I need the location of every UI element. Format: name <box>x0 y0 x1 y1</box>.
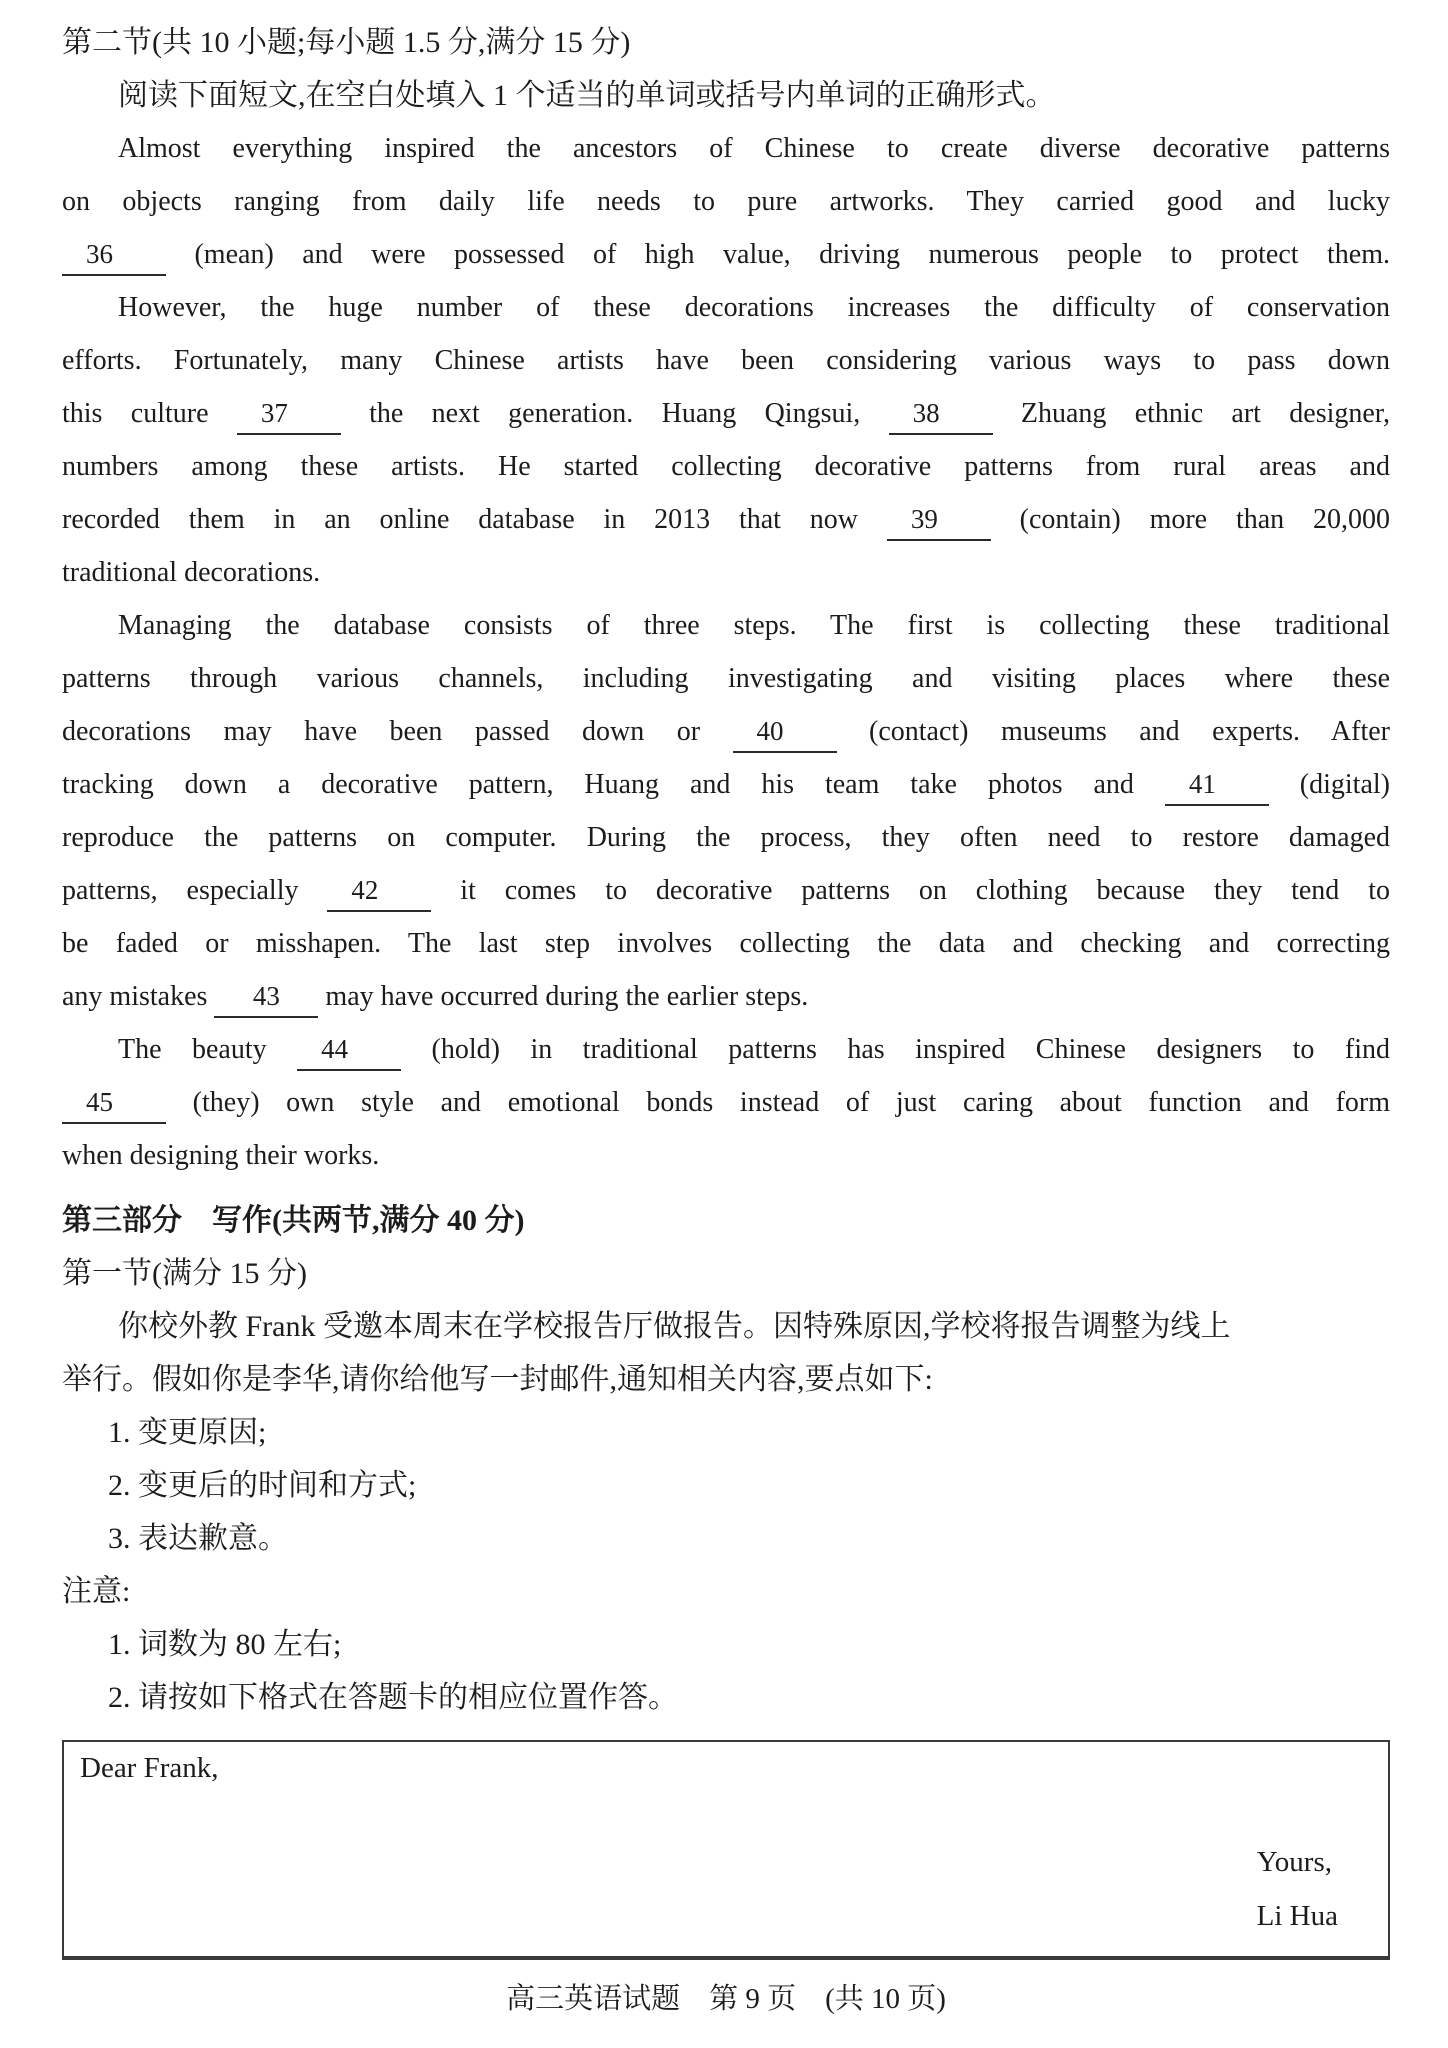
cloze-passage <box>62 122 1390 1182</box>
passage-line: efforts. Fortunately, many Chinese artists have been considering various ways to pass down <box>62 345 1390 376</box>
passage-line: 36 (mean) and were possessed of high value, driving numerous people to protect them. <box>62 228 1390 281</box>
passage-line: be faded or misshapen. The last step involves collecting the data and checking and correcting <box>62 928 1390 959</box>
fill-blank-36: 36 <box>62 234 166 276</box>
passage-line: decorations may have been passed down or 40 (contact) museums and experts. After <box>62 705 1390 758</box>
note-item: 1. 词数为 80 左右; <box>108 1628 342 1661</box>
passage-line: traditional decorations. <box>62 557 321 588</box>
writing-points <box>62 1406 1390 1565</box>
section3-subheading: 第一节(满分 15 分) <box>62 1257 307 1290</box>
fill-blank-41: 41 <box>1165 764 1269 806</box>
fill-blank-39: 39 <box>887 499 991 541</box>
fill-blank-42: 42 <box>327 870 431 912</box>
section2-heading: 第二节(共 10 小题;每小题 1.5 分,满分 15 分) <box>62 26 631 59</box>
passage-line: Managing the database consists of three steps. The first is collecting these traditional <box>118 610 1390 641</box>
passage-line: recorded them in an online database in 2013 that now 39 (contain) more than 20,000 <box>62 493 1390 546</box>
passage-line: patterns through various channels, including investigating and visiting places where these <box>62 663 1390 694</box>
passage-line: numbers among these artists. He started collecting decorative patterns from rural areas and <box>62 451 1390 482</box>
passage-line: The beauty 44 (hold) in traditional patterns has inspired Chinese designers to find <box>62 1023 1390 1076</box>
section2-instruction: 阅读下面短文,在空白处填入 1 个适当的单词或括号内单词的正确形式。 <box>118 79 1056 112</box>
passage-line: Almost everything inspired the ancestors of Chinese to create diverse decorative patterns <box>118 133 1390 164</box>
passage-line: patterns, especially 42 it comes to decorative patterns on clothing because they tend to <box>62 864 1390 917</box>
passage-line: on objects ranging from daily life needs to pure artworks. They carried good and lucky <box>62 186 1390 217</box>
letter-salutation: Dear Frank, <box>80 1752 219 1784</box>
passage-line: reproduce the patterns on computer. During the process, they often need to restore damaged <box>62 822 1390 853</box>
writing-prompt <box>62 1300 1390 1406</box>
fill-blank-43: 43 <box>214 976 318 1018</box>
passage-line: 45 (they) own style and emotional bonds instead of just caring about function and form <box>62 1076 1390 1129</box>
notes-label: 注意: <box>62 1575 131 1608</box>
fill-blank-37: 37 <box>237 393 341 435</box>
prompt-line: 举行。假如你是李华,请你给他写一封邮件,通知相关内容,要点如下: <box>62 1363 933 1396</box>
passage-line: tracking down a decorative pattern, Huang and his team take photos and 41 (digital) <box>62 758 1390 811</box>
writing-point: 2. 变更后的时间和方式; <box>108 1469 417 1502</box>
writing-point: 3. 表达歉意。 <box>108 1522 288 1555</box>
letter-signature: Li Hua <box>1256 1900 1338 1932</box>
letter-answer-box <box>62 1740 1390 1960</box>
fill-blank-45: 45 <box>62 1082 166 1124</box>
fill-blank-38: 38 <box>889 393 993 435</box>
passage-line: However, the huge number of these decorations increases the difficulty of conservation <box>118 292 1390 323</box>
fill-blank-40: 40 <box>733 711 837 753</box>
notes-list <box>62 1618 1390 1724</box>
page-footer: 高三英语试题 第 9 页 (共 10 页) <box>506 1983 946 2015</box>
passage-line: when designing their works. <box>62 1140 380 1171</box>
note-item: 2. 请按如下格式在答题卡的相应位置作答。 <box>108 1681 678 1714</box>
section3-heading: 第三部分 写作(共两节,满分 40 分) <box>62 1204 525 1237</box>
prompt-line: 你校外教 Frank 受邀本周末在学校报告厅做报告。因特殊原因,学校将报告调整为线上 <box>118 1310 1231 1343</box>
writing-point: 1. 变更原因; <box>108 1416 267 1449</box>
passage-line: any mistakes 43 may have occurred during the earlier steps. <box>62 970 1390 1023</box>
fill-blank-44: 44 <box>297 1029 401 1071</box>
passage-line: this culture 37 the next generation. Huang Qingsui, 38 Zhuang ethnic art designer, <box>62 387 1390 440</box>
letter-closing: Yours, <box>1256 1846 1332 1878</box>
